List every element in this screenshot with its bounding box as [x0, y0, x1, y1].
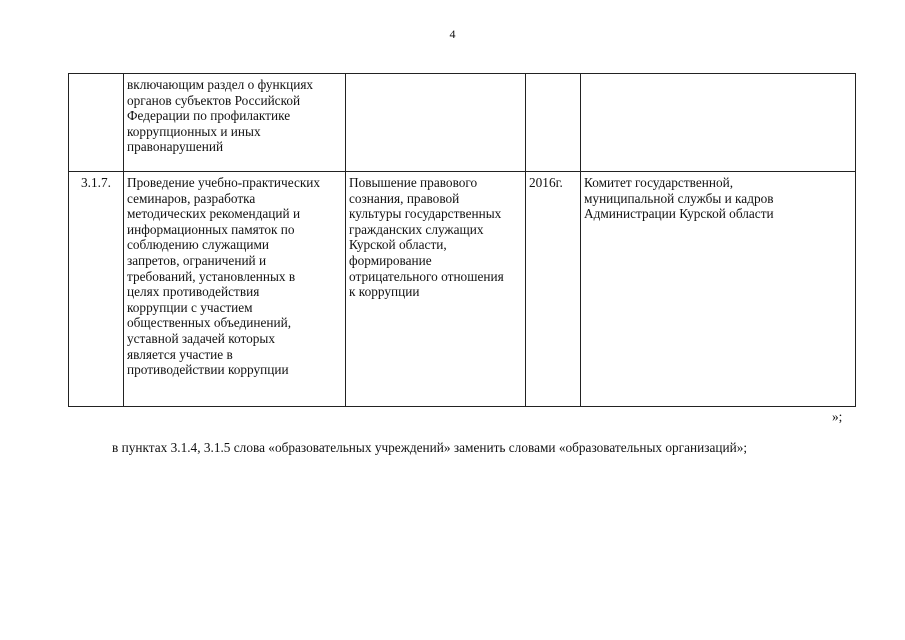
row-number-cell: 3.1.7. [69, 172, 124, 407]
term-cell: 2016г. [526, 172, 581, 407]
page-number: 4 [449, 27, 456, 41]
cell-text-line: к коррупции [349, 284, 420, 300]
cell-text-line: соблюдению служащими [127, 237, 270, 253]
measure-cell [124, 172, 346, 407]
cell-text-line: коррупции с участием [127, 299, 253, 315]
goal-cell [346, 172, 526, 407]
cell-text-line: общественных объединений, [127, 315, 292, 331]
amendment-paragraph: в пунктах 3.1.4, 3.1.5 слова «образовательных учреждений» заменить словами «образовательных организаций»; [112, 440, 748, 455]
executor-cell [581, 74, 856, 172]
table-row [69, 74, 856, 172]
executor-cell [581, 172, 856, 407]
closing-quote: »; [832, 409, 843, 424]
cell-text-line: Федерации по профилактике [127, 108, 291, 124]
cell-text-line: формирование [349, 252, 432, 268]
cell-text-line: требований, установленных в [127, 268, 296, 284]
cell-text-line: гражданских служащих [349, 221, 484, 237]
cell-text-line: муниципальной службы и кадров [584, 190, 774, 206]
cell-text-line: сознания, правовой [349, 190, 460, 206]
term-cell [526, 74, 581, 172]
cell-text-line: уставной задачей которых [127, 330, 275, 346]
cell-text-line: целях противодействия [127, 284, 260, 300]
row-number-cell [69, 74, 124, 172]
cell-text-line: семинаров, разработка [127, 190, 256, 206]
cell-text-line: культуры государственных [349, 206, 502, 222]
cell-text-line: включающим раздел о функциях [127, 77, 314, 92]
measures-table [68, 73, 856, 407]
cell-text-line: методических рекомендаций и [127, 206, 301, 222]
cell-text-line: является участие в [127, 346, 233, 362]
table-row [69, 172, 856, 407]
goal-cell [346, 74, 526, 172]
cell-text-line: отрицательного отношения [349, 268, 504, 284]
cell-text-line: Курской области, [349, 237, 447, 253]
cell-text-line: противодействии коррупции [127, 362, 289, 378]
cell-text-line: Повышение правового [349, 175, 478, 190]
cell-text-line: Администрации Курской области [584, 206, 774, 222]
cell-text-line: запретов, ограничений и [127, 252, 267, 268]
cell-text-line: информационных памяток по [127, 221, 295, 237]
cell-text-line: коррупционных и иных [127, 123, 261, 139]
cell-text-line: Комитет государственной, [584, 175, 734, 190]
measure-cell [124, 74, 346, 172]
cell-text-line: Проведение учебно-практических [127, 175, 321, 190]
cell-text-line: правонарушений [127, 139, 224, 155]
cell-text-line: органов субъектов Российской [127, 92, 301, 108]
